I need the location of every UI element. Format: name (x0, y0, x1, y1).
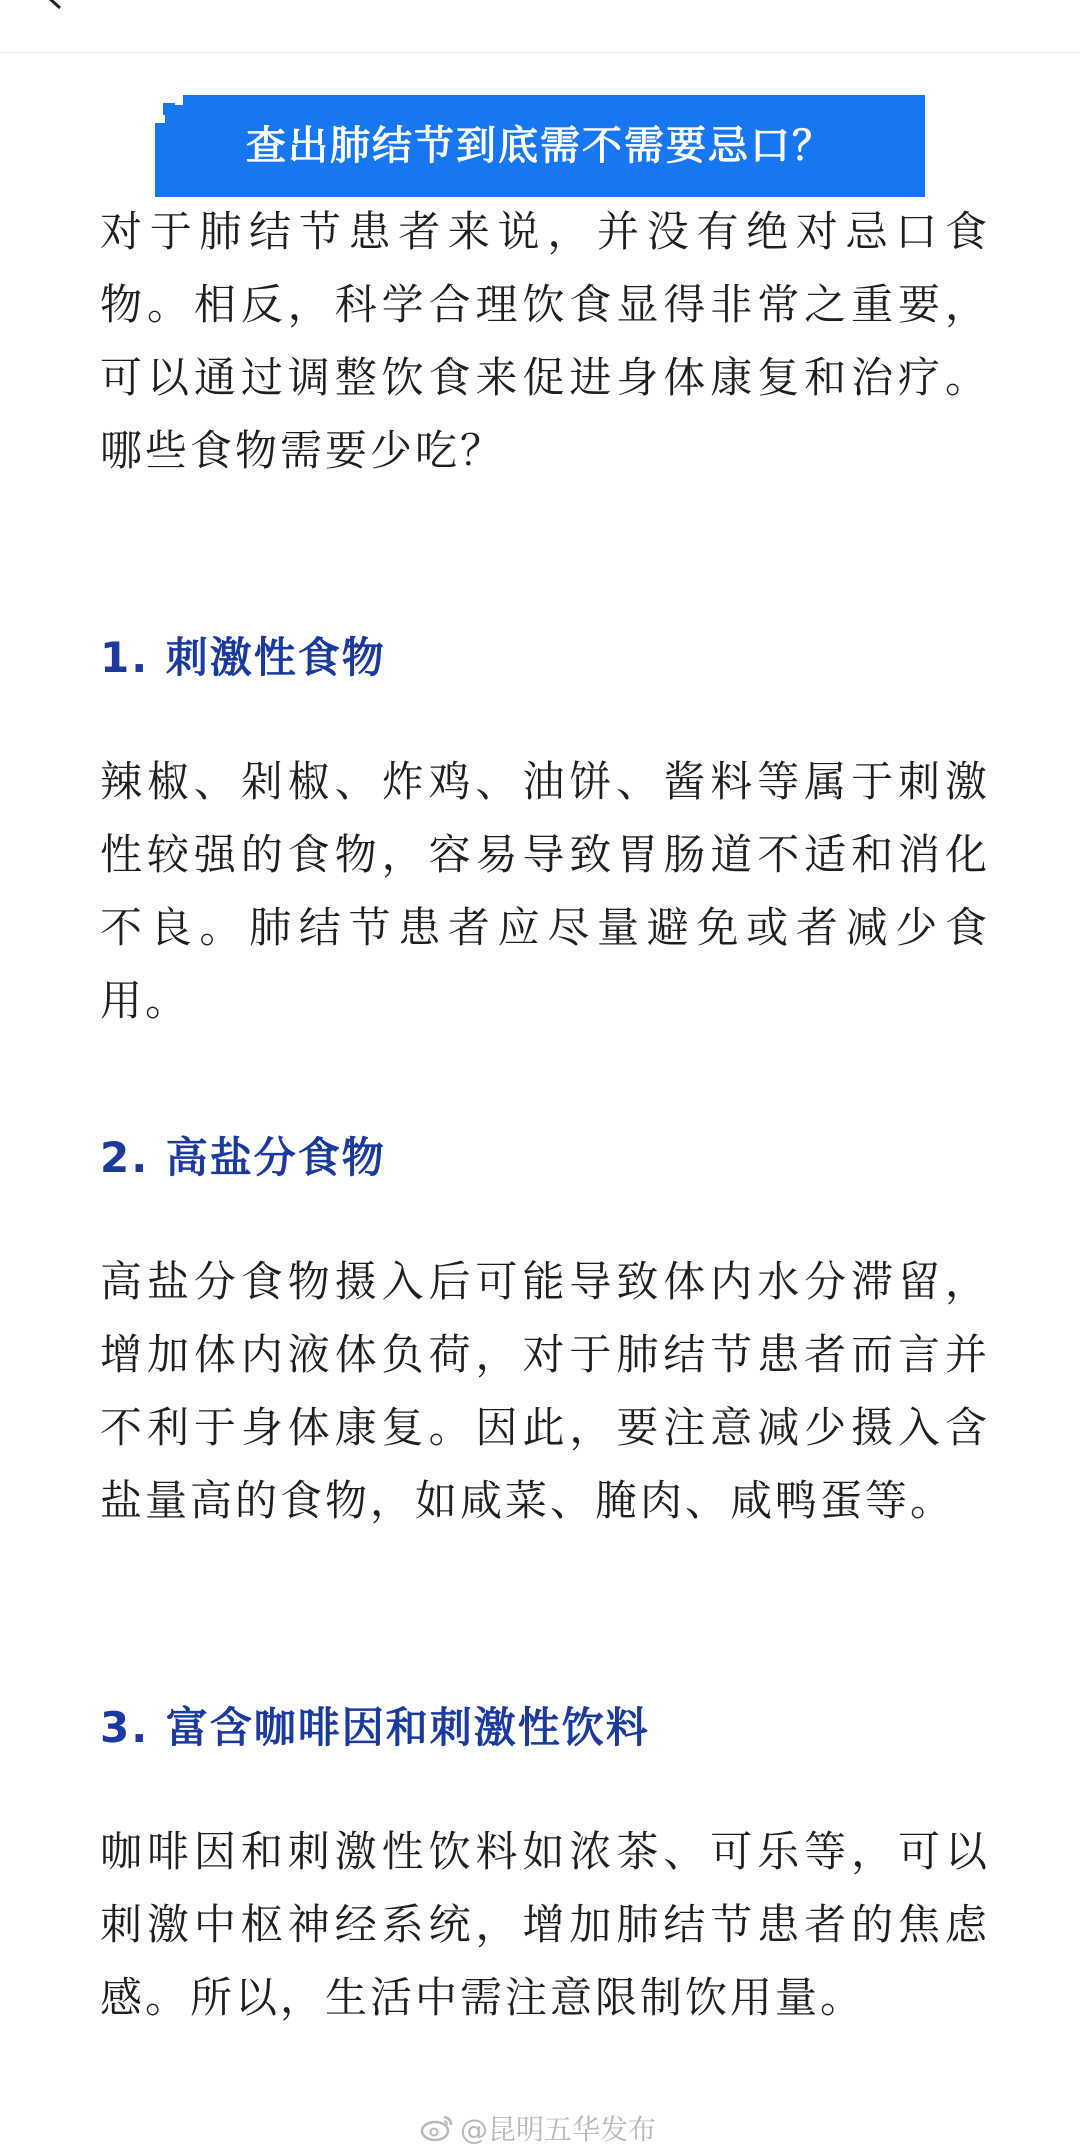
section-body-1: 辣椒、剁椒、炸鸡、油饼、酱料等属于刺激性较强的食物，容易导致胃肠道不适和消化不良。肺结节患者应尽量避免或者减少食用。 (100, 757, 990, 1025)
article-title: 查出肺结节到底需不需要忌口？ (246, 123, 834, 169)
section-body-2: 高盐分食物摄入后可能导致体内水分滞留，增加体内液体负荷，对于肺结节患者而言并不利于身体康复。因此，要注意减少摄入含盐量高的食物，如咸菜、腌肉、咸鸭蛋等。 (100, 1257, 990, 1525)
weibo-watermark (420, 2108, 656, 2148)
intro-paragraph: 对于肺结节患者来说，并没有绝对忌口食物。相反，科学合理饮食显得非常之重要，可以通过调整饮食来促进身体康复和治疗。哪些食物需要少吃？ (100, 207, 990, 475)
chevron-left-icon[interactable] (40, 0, 70, 12)
section-body-3: 咖啡因和刺激性饮料如浓茶、可乐等，可以刺激中枢神经系统，增加肺结节患者的焦虑感。所以，生活中需注意限制饮用量。 (100, 1827, 990, 2022)
watermark-text: @昆明五华发布 (460, 2113, 657, 2146)
section-heading-3: 3. 富含咖啡因和刺激性饮料 (100, 1703, 650, 1752)
weibo-icon (420, 2113, 454, 2143)
section-heading-1: 1. 刺激性食物 (100, 633, 386, 682)
section-heading-2: 2. 高盐分食物 (100, 1133, 386, 1182)
top-bar (0, 0, 1080, 53)
